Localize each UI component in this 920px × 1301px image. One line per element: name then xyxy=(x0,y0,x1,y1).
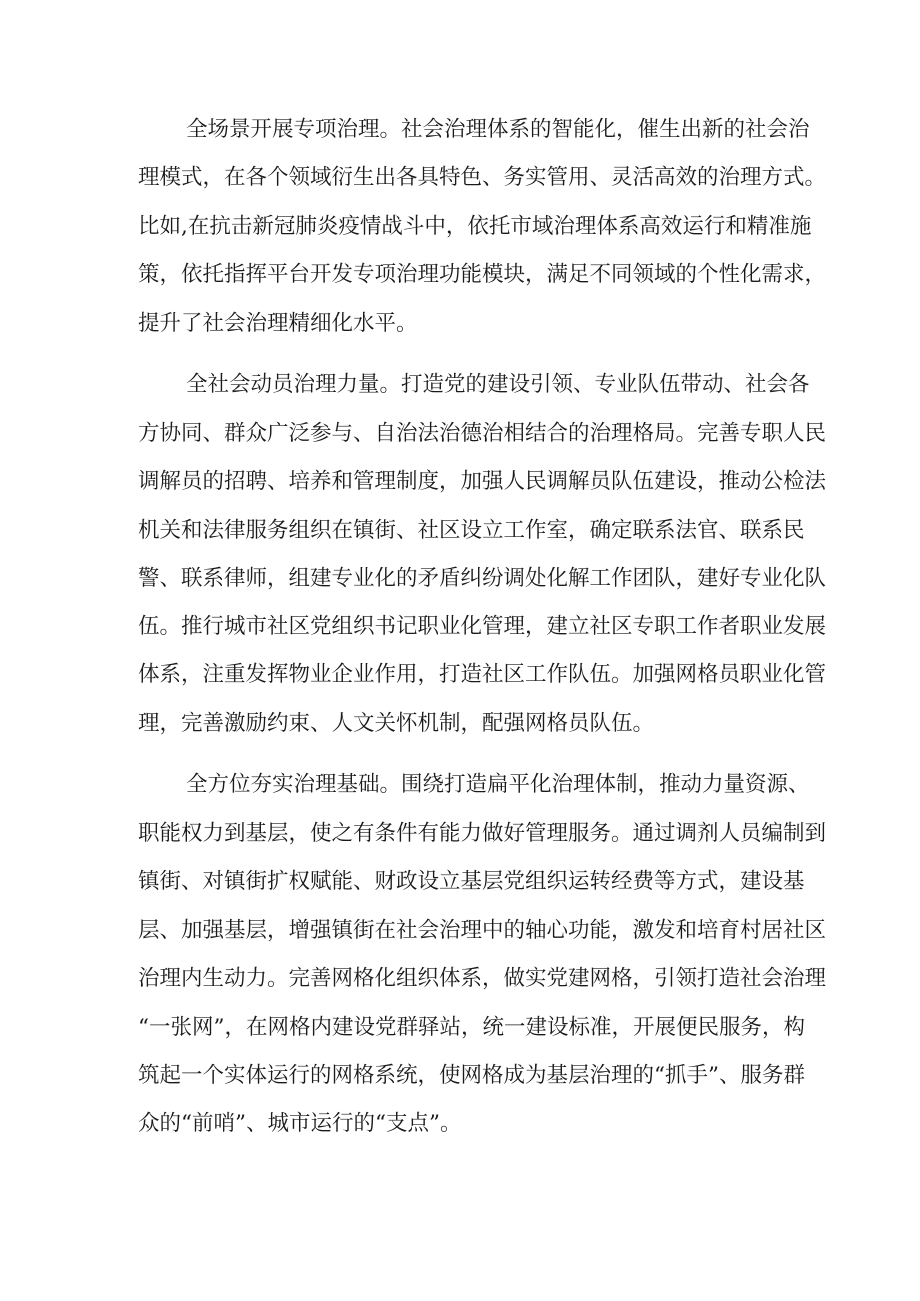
paragraph-1-line-2: 理模式，在各个领域衍生出各具特色、务实管用、灵活高效的治理方式。 xyxy=(138,165,827,190)
paragraph-1-line-4: 策，依托指挥平台开发专项治理功能模块，满足不同领域的个性化需求， xyxy=(138,262,827,287)
paragraph-3-line-2: 职能权力到基层，使之有条件有能力做好管理服务。通过调剂人员编制到 xyxy=(138,821,827,846)
paragraph-3-line-3: 镇街、对镇街扩权赋能、财政设立基层党组织运转经费等方式，建设基 xyxy=(138,869,805,894)
paragraph-2-line-2: 方协同、群众广泛参与、自治法治德治相结合的治理格局。完善专职人民 xyxy=(138,421,827,446)
paragraph-2-line-5: 警、联系律师，组建专业化的矛盾纠纷调处化解工作团队，建好专业化队 xyxy=(138,566,827,591)
paragraph-1-line-1: 全场景开展专项治理。社会治理体系的智能化，催生出新的社会治 xyxy=(186,117,810,142)
paragraph-2-line-4: 机关和法律服务组织在镇街、社区设立工作室，确定联系法官、联系民 xyxy=(138,518,805,543)
paragraph-3-line-8: 众的“前哨”、城市运行的“支点”。 xyxy=(138,1111,462,1136)
paragraph-3-line-4: 层、加强基层，增强镇街在社会治理中的轴心功能，激发和培育村居社区 xyxy=(138,918,827,943)
paragraph-3-line-7: 筑起一个实体运行的网格系统，使网格成为基层治理的“抓手”、服务群 xyxy=(138,1063,805,1088)
paragraph-2-line-6: 伍。推行城市社区党组织书记职业化管理，建立社区专职工作者职业发展 xyxy=(138,614,827,639)
paragraph-3-line-1: 全方位夯实治理基础。围绕打造扁平化治理体制，推动力量资源、 xyxy=(186,772,810,797)
paragraph-3-line-6: “一张网”，在网格内建设党群驿站，统一建设标准，开展便民服务，构 xyxy=(138,1015,805,1040)
paragraph-2-line-8: 理，完善激励约束、人文关怀机制，配强网格员队伍。 xyxy=(138,711,655,736)
paragraph-2-line-3: 调解员的招聘、培养和管理制度，加强人民调解员队伍建设，推动公检法 xyxy=(138,469,827,494)
paragraph-2-line-7: 体系，注重发挥物业企业作用，打造社区工作队伍。加强网格员职业化管 xyxy=(138,662,827,687)
paragraph-1-line-5: 提升了社会治理精细化水平。 xyxy=(138,311,418,336)
paragraph-3-line-5: 治理内生动力。完善网格化组织体系，做实党建网格，引领打造社会治理 xyxy=(138,966,827,991)
paragraph-2-line-1: 全社会动员治理力量。打造党的建设引领、专业队伍带动、社会各 xyxy=(186,372,810,397)
paragraph-1-line-3: 比如,在抗击新冠肺炎疫情战斗中，依托市域治理体系高效运行和精准施 xyxy=(138,214,812,239)
